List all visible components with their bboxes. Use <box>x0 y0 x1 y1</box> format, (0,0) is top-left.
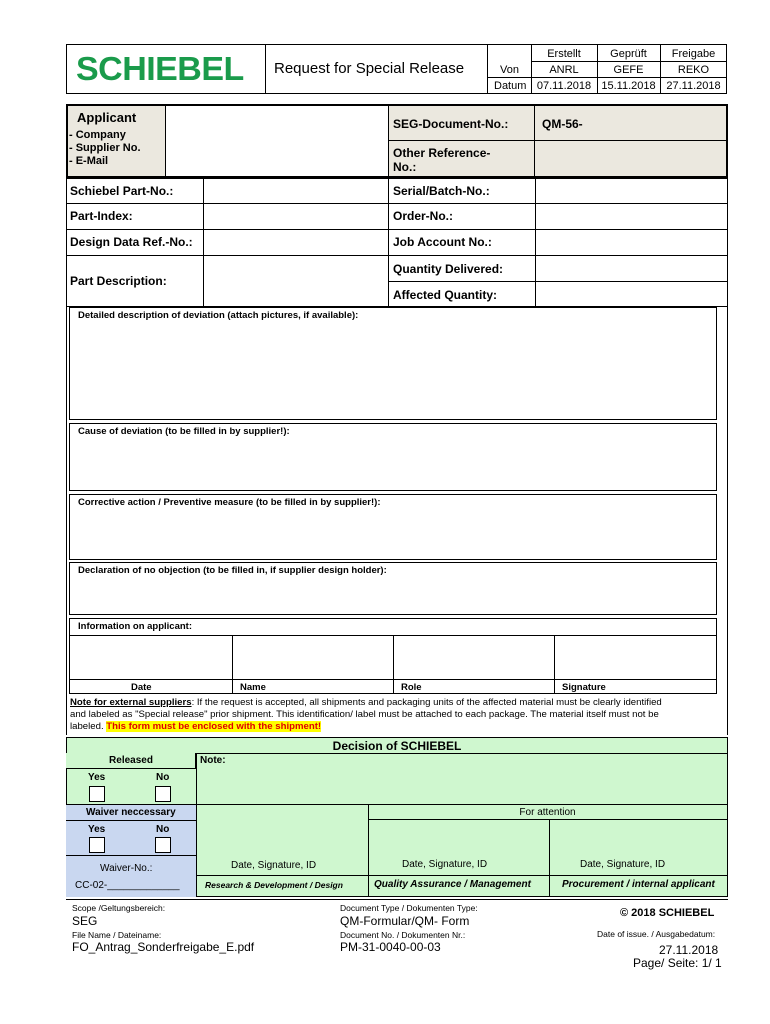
filename-label: File Name / Dateiname: <box>72 930 162 940</box>
job-account-input[interactable] <box>536 230 727 255</box>
applicant-supplier-no: - Supplier No. <box>69 142 141 154</box>
waiver-no-input[interactable]: CC-02-_____________ <box>75 880 180 891</box>
fields-col-line-2 <box>388 178 389 307</box>
von-freigabe: REKO <box>677 64 710 76</box>
part-description-label: Part Description: <box>70 274 167 288</box>
part-index-input[interactable] <box>204 204 388 229</box>
datum-freigabe: 27.11.2018 <box>666 80 721 92</box>
copyright: © 2018 SCHIEBEL <box>620 907 715 919</box>
serial-label: Serial/Batch-No.: <box>393 184 490 198</box>
deviation-box[interactable] <box>69 307 717 420</box>
header-row-line-2 <box>487 77 727 78</box>
note-text-1: : If the request is accepted, all shipments and packaging units of the affected material must be clearly identified <box>191 697 662 708</box>
proc-department-label: Procurement / internal applicant <box>562 879 715 890</box>
sig-col-date: Date <box>131 682 152 693</box>
part-no-input[interactable] <box>204 179 388 203</box>
filename-value: FO_Antrag_Sonderfreigabe_E.pdf <box>72 940 255 954</box>
sig-col-role: Role <box>401 682 422 693</box>
note-text-3: labeled. <box>70 721 104 732</box>
waiver-no-label: No <box>156 824 170 835</box>
name-input[interactable] <box>233 636 393 679</box>
scope-value: SEG <box>72 914 98 928</box>
note-highlight: This form must be enclosed with the shipment! <box>106 721 322 732</box>
qty-delivered-input[interactable] <box>536 256 727 281</box>
note-label: Note for external suppliers <box>70 697 192 708</box>
applicant-title: Applicant <box>77 110 137 125</box>
other-ref-input-cell[interactable] <box>535 141 728 178</box>
decision-title: Decision of SCHIEBEL <box>332 739 462 753</box>
deviation-label: Detailed description of deviation (attach pictures, if available): <box>78 310 359 321</box>
info-applicant-label: Information on applicant: <box>78 621 192 632</box>
released-label: Released <box>109 755 153 766</box>
proc-date-sig-label: Date, Signature, ID <box>580 859 666 870</box>
waiver-mid-line <box>66 855 196 856</box>
col-freigabe: Freigabe <box>671 48 716 60</box>
note-label-decision: Note: <box>200 755 226 766</box>
note-text <box>70 697 725 733</box>
date-input[interactable] <box>70 636 232 679</box>
page-number: Page/ Seite: 1/ 1 <box>633 956 722 970</box>
released-no-label: No <box>156 772 170 783</box>
qa-date-sig-label: Date, Signature, ID <box>402 859 488 870</box>
waiver-yes-checkbox[interactable] <box>89 837 105 853</box>
affected-qty-input[interactable] <box>536 282 727 306</box>
von-geprueft: GEFE <box>613 64 644 76</box>
rd-department-label: Research & Development / Design <box>205 880 343 890</box>
corrective-label: Corrective action / Preventive measure (to be filled in by supplier!): <box>78 497 381 508</box>
qty-delivered-label: Quantity Delivered: <box>393 262 504 276</box>
signature-input[interactable] <box>555 636 716 679</box>
header-row-line-1 <box>531 61 727 62</box>
von-erstellt: ANRL <box>549 64 579 76</box>
attention-bottom-line <box>197 875 727 876</box>
released-no-checkbox[interactable] <box>155 786 171 802</box>
other-ref-label-1: Other Reference- <box>393 146 491 160</box>
sig-col-name: Name <box>240 682 266 693</box>
waiver-no-field-label: Waiver-No.: <box>100 863 153 874</box>
released-yes-label: Yes <box>88 772 106 783</box>
cause-label: Cause of deviation (to be filled in by supplier!): <box>78 426 290 437</box>
header-divider-logo <box>265 44 266 94</box>
note-text-2: and labeled as "Special release" prior shipment. This identification/ label must be attached to each package. The material itself must not be <box>70 709 659 720</box>
doctype-label: Document Type / Dokumenten Type: <box>340 903 478 913</box>
other-ref-label-2: No.: <box>393 160 417 174</box>
seg-doc-label: SEG-Document-No.: <box>393 117 509 131</box>
document-title: Request for Special Release <box>274 60 465 77</box>
col-geprueft: Geprüft <box>610 48 647 60</box>
serial-input[interactable] <box>536 179 727 203</box>
header-divider-title <box>487 44 488 94</box>
qa-department-label: Quality Assurance / Management <box>374 879 531 890</box>
part-description-input[interactable] <box>204 256 388 306</box>
design-ref-input[interactable] <box>204 230 388 255</box>
row-label-datum: Datum <box>494 80 527 92</box>
design-ref-label: Design Data Ref.-No.: <box>70 235 193 249</box>
waiver-necessary-label: Waiver neccessary <box>86 807 176 818</box>
order-no-input[interactable] <box>536 204 727 229</box>
waiver-header-line <box>66 820 196 821</box>
seg-doc-value: QM-56- <box>542 117 583 131</box>
applicant-input-cell[interactable] <box>166 104 388 178</box>
applicant-email: - E-Mail <box>69 155 109 167</box>
job-account-label: Job Account No.: <box>393 235 492 249</box>
issue-value: 27.11.2018 <box>659 943 719 957</box>
part-index-label: Part-Index: <box>70 209 133 223</box>
rd-date-sig-label: Date, Signature, ID <box>231 860 317 871</box>
affected-qty-label: Affected Quantity: <box>393 288 498 302</box>
sig-col-signature: Signature <box>562 682 606 693</box>
doctype-value: QM-Formular/QM- Form <box>340 914 470 928</box>
role-input[interactable] <box>394 636 554 679</box>
released-yes-checkbox[interactable] <box>89 786 105 802</box>
docno-value: PM-31-0040-00-03 <box>340 940 441 954</box>
declaration-label: Declaration of no objection (to be filled in, if supplier design holder): <box>78 565 387 576</box>
note-input[interactable] <box>197 768 727 804</box>
waiver-yes-label: Yes <box>88 824 106 835</box>
waiver-no-checkbox[interactable] <box>155 837 171 853</box>
for-attention-label: For attention <box>519 807 576 818</box>
applicant-company: - Company <box>69 129 126 141</box>
order-no-label: Order-No.: <box>393 209 453 223</box>
col-erstellt: Erstellt <box>547 48 581 60</box>
outer-left-line <box>66 307 67 735</box>
docno-label: Document No. / Dokumenten Nr.: <box>340 930 466 940</box>
scope-label: Scope /Geltungsbereich: <box>72 903 166 913</box>
footer-rule <box>66 899 728 900</box>
part-no-label: Schiebel Part-No.: <box>70 184 174 198</box>
datum-erstellt: 07.11.2018 <box>536 80 592 92</box>
issue-label: Date of issue. / Ausgabedatum: <box>597 929 716 939</box>
row-label-von: Von <box>500 64 519 76</box>
logo: SCHIEBEL <box>76 50 244 87</box>
datum-geprueft: 15.11.2018 <box>601 80 656 92</box>
outer-right-line <box>727 307 728 735</box>
